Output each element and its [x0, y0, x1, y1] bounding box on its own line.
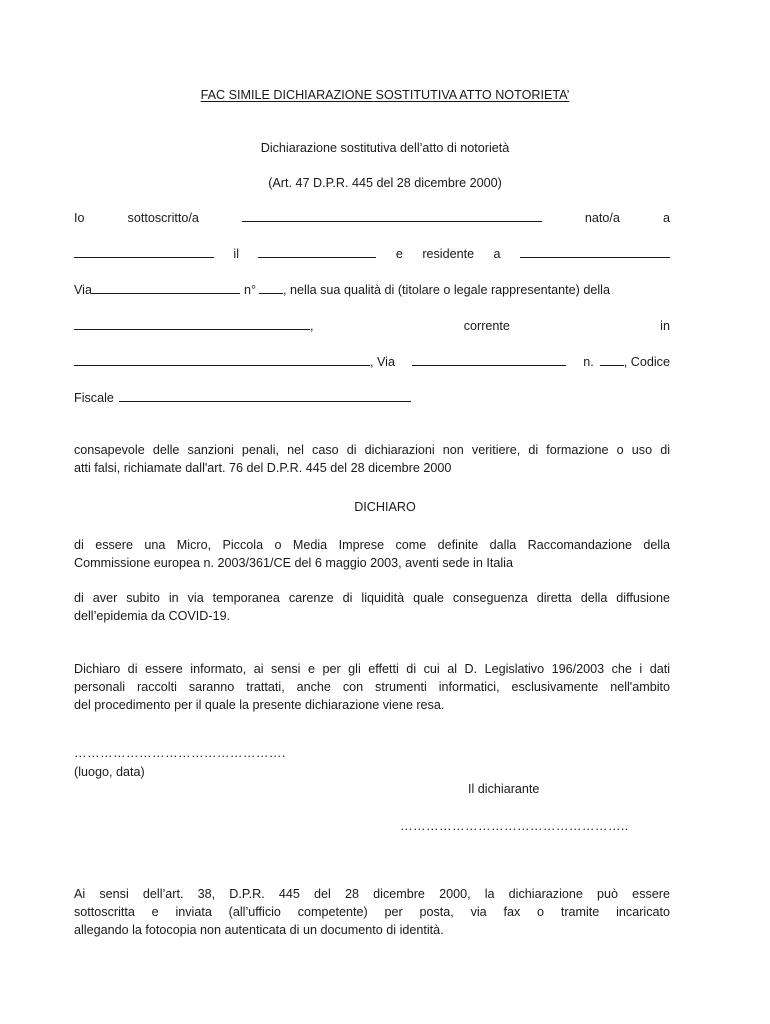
declarant-label: Il dichiarante — [468, 782, 540, 796]
signature-field[interactable]: …………………………………………….. — [400, 819, 629, 833]
birthplace-field[interactable] — [74, 246, 214, 258]
label-e: e — [395, 247, 403, 261]
label-role: , nella sua qualità di (titolare o legale rappresentante) della — [283, 283, 610, 297]
privacy-line: del procedimento per il quale la presente dichiarazione viene resa. — [74, 698, 445, 712]
privacy-line: personali raccolti saranno trattati, anche con strumenti informatici, esclusivamente nell'ambito — [74, 680, 670, 694]
form-row-2 — [74, 246, 670, 261]
label-sottoscritto: sottoscritto/a — [127, 211, 199, 225]
privacy-paragraph — [74, 660, 670, 714]
form-row-3 — [74, 282, 670, 297]
birthdate-field[interactable] — [258, 246, 376, 258]
company-field[interactable] — [74, 318, 310, 330]
footer-line: allegando la fotocopia non autenticata di un documento di identità. — [74, 923, 444, 937]
residence-field[interactable] — [520, 246, 670, 258]
footer-line: Ai sensi dell’art. 38, D.P.R. 445 del 28 dicembre 2000, la dichiarazione può essere — [74, 887, 670, 901]
label-residente: residente — [422, 247, 475, 261]
declaration-sme — [74, 536, 670, 572]
label-residente-a: a — [493, 247, 501, 261]
label-a: a — [662, 211, 670, 225]
label-comma: , — [310, 319, 314, 333]
footer-line: sottoscritta e inviata (all’ufficio competente) per posta, via fax o tramite incaricato — [74, 905, 670, 919]
fiscal-code-field[interactable] — [119, 390, 411, 402]
label-via: Via — [74, 283, 92, 297]
place-date-field[interactable]: …………………………………………. — [74, 746, 286, 760]
form-row-1 — [74, 210, 670, 225]
label-io: Io — [74, 211, 85, 225]
law-reference: (Art. 47 D.P.R. 445 del 28 dicembre 2000) — [268, 176, 502, 190]
company-city-field[interactable] — [74, 354, 370, 366]
street-field[interactable] — [92, 282, 240, 294]
declaration-line: dell’epidemia da COVID-19. — [74, 609, 231, 623]
document-title: FAC SIMILE DICHIARAZIONE SOSTITUTIVA ATTO NOTORIETA’ — [200, 88, 570, 102]
dichiaro-heading: DICHIARO — [354, 500, 416, 514]
form-row-6 — [74, 390, 670, 405]
awareness-line: consapevole delle sanzioni penali, nel caso di dichiarazioni non veritiere, di formazione o uso di — [74, 443, 670, 457]
label-codice: , Codice — [623, 355, 670, 369]
form-row-4 — [74, 318, 670, 333]
label-company-n: n. — [583, 355, 594, 369]
company-number-field[interactable] — [600, 354, 624, 366]
label-company-via: , Via — [370, 355, 395, 369]
label-in: in — [660, 319, 670, 333]
form-row-5 — [74, 354, 670, 369]
label-civic-number: n° — [243, 283, 257, 297]
civic-number-field[interactable] — [259, 282, 283, 294]
declaration-liquidity — [74, 589, 670, 625]
document-subtitle: Dichiarazione sostitutiva dell’atto di notorietà — [260, 141, 510, 155]
place-date-label: (luogo, data) — [74, 765, 145, 779]
declaration-line: di aver subito in via temporanea carenze di liquidità quale conseguenza diretta della diffusione — [74, 591, 670, 605]
declaration-line: Commissione europea n. 2003/361/CE del 6 maggio 2003, aventi sede in Italia — [74, 556, 513, 570]
label-il: il — [233, 247, 240, 261]
label-corrente: corrente — [463, 319, 510, 333]
company-street-field[interactable] — [412, 354, 566, 366]
privacy-line: Dichiaro di essere informato, ai sensi e per gli effetti di cui al D. Legislativo 196/2003 che i dati — [74, 662, 670, 676]
label-nato: nato/a — [584, 211, 620, 225]
declaration-line: di essere una Micro, Piccola o Media Imprese come definite dalla Raccomandazione della — [74, 538, 670, 552]
awareness-paragraph — [74, 441, 670, 477]
awareness-line: atti falsi, richiamate dall'art. 76 del D.P.R. 445 del 28 dicembre 2000 — [74, 461, 452, 475]
footer-note — [74, 885, 670, 939]
label-fiscale: Fiscale — [74, 391, 114, 405]
name-field[interactable] — [242, 210, 542, 222]
